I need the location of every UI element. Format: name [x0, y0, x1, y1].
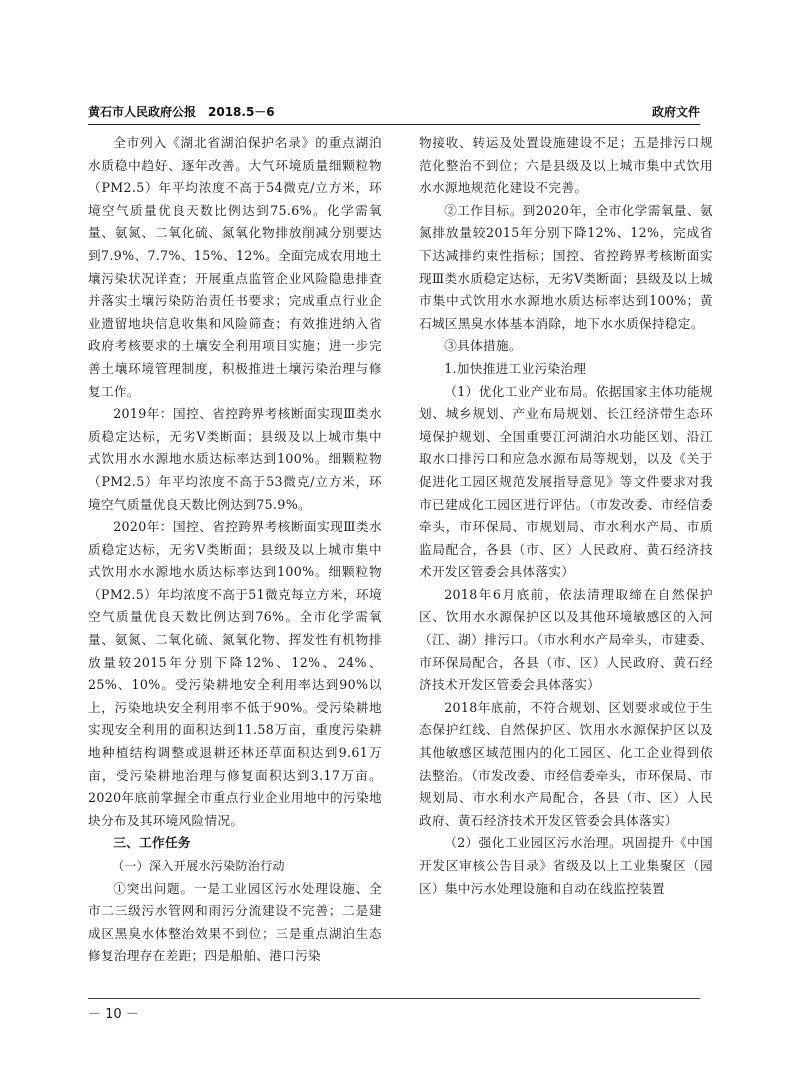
- right-column: [419, 132, 713, 900]
- paragraph: ③具体措施。: [444, 338, 522, 354]
- paragraph: 2018年6月底前，依法清理取缔在自然保护区、饮用水水源保护区以及其他环境敏感区的入河（江、湖）排污口。（市水利水产局牵头，市建委、市环保局配合，各县（市、区）人民政府、黄石经济技术开发区管委会具体落实）: [419, 586, 713, 693]
- subsection-heading: （一）深入开展水污染防治行动: [112, 859, 285, 873]
- section-heading: 三、工作任务: [113, 835, 191, 851]
- paragraph: 物接收、转运及处置设施建设不足；五是排污口规范化整治不到位；六是县级及以上城市集中式饮用水水源地规范化建设不完善。: [419, 135, 713, 196]
- paragraph: 1.加快推进工业污染治理: [444, 360, 587, 376]
- paragraph: 2019年：国控、省控跨界考核断面实现Ⅲ类水质稳定达标，无劣Ⅴ类断面；县级及以上城市集中式饮用水水源地水质达标率达到100%。细颗粒物（PM2.5）年平均浓度不高于53微克/立方米，环境空气质量优良天数比例达到75.9%。: [88, 406, 382, 512]
- page-header: [88, 103, 700, 125]
- paragraph: 全市列入《湖北省湖泊保护名录》的重点湖泊水质稳中趋好、逐年改善。大气环境质量细颗粒物（PM2.5）年平均浓度不高于54微克/立方米，环境空气质量优良天数比例达到75.6%。化学需氧量、氨氮、二氧化硫、氮氧化物排放削减分别要达到7.9%、7.7%、15%、12%。全面完成农用地土壤污染状况详查；开展重点监管企业风险隐患排查并落实土壤污染防治责任书要求；完成重点行业企业遗留地块信息收集和风险筛查；有效推进纳入省政府考核要求的土壤安全利用项目实施；进一步完善土壤环境管理制度，积极推进土壤污染治理与修复工作。: [88, 135, 382, 399]
- journal-title: 黄石市人民政府公报 2018.5－6: [88, 105, 275, 119]
- left-column: [88, 132, 382, 968]
- paragraph: （2）强化工业园区污水治理。巩固提升《中国开发区审核公告目录》省级及以上工业集聚区（园区）集中污水处理设施和自动在线监控装置: [419, 835, 713, 896]
- paragraph: 2020年：国控、省控跨界考核断面实现Ⅲ类水质稳定达标，无劣Ⅴ类断面；县级及以上城市集中式饮用水水源地水质达标率达到100%。细颗粒物（PM2.5）年均浓度不高于51微克每立方米，环境空气质量优良天数比例达到76%。全市化学需氧量、氨氮、二氧化硫、氮氧化物、挥发性有机物排放量较2015年分别下降12%、12%、24%、25%、10%。受污染耕地安全利用率达到90%以上，污染地块安全利用率不低于90%。受污染耕地实现安全利用的面积达到11.58万亩，重度污染耕地种植结构调整或退耕还林还草面积达到9.61万亩，受污染耕地治理与修复面积达到3.17万亩。2020年底前掌握全市重点行业企业用地中的污染地块分布及其环境风险情况。: [88, 519, 382, 828]
- page-number: － 10 －: [88, 1007, 139, 1022]
- section-title: 政府文件: [651, 105, 700, 119]
- paragraph: 2018年底前，不符合规划、区划要求或位于生态保护红线、自然保护区、饮用水水源保护区以及其他敏感区域范围内的化工园区、化工企业得到依法整治。（市发改委、市经信委牵头，市环保局、市规划局、市水利水产局配合，各县（市、区）人民政府、黄石经济技术开发区管委会具体落实）: [419, 699, 713, 828]
- paragraph: ①突出问题。一是工业园区污水处理设施、全市二三级污水管网和雨污分流建设不完善；二是建成区黑臭水体整治效果不到位；三是重点湖泊生态修复治理存在差距；四是船舶、港口污染: [88, 880, 382, 964]
- paragraph: （1）优化工业产业布局。依据国家主体功能规划、城乡规划、产业布局规划、长江经济带生态环境保护规划、全国重要江河湖泊水功能区划、沿江取水口排污口和应急水源布局等规划，以及《关于促进化工园区规范发展指导意见》等文件要求对我市已建成化工园区进行评估。（市发改委、市经信委牵头，市环保局、市规划局、市水利水产局、市质监局配合，各县（市、区）人民政府、黄石经济技术开发区管委会具体落实）: [419, 383, 713, 580]
- paragraph: ②工作目标。到2020年，全市化学需氧量、氨氮排放量较2015年分别下降12%、12%，完成省下达减排约束性指标；国控、省控跨界考核断面实现Ⅲ类水质稳定达标，无劣Ⅴ类断面；县级及以上城市集中式饮用水水源地水质达标率达到100%；黄石城区黑臭水体基本消除，地下水水质保持稳定。: [419, 202, 713, 331]
- page-footer: [88, 998, 700, 1022]
